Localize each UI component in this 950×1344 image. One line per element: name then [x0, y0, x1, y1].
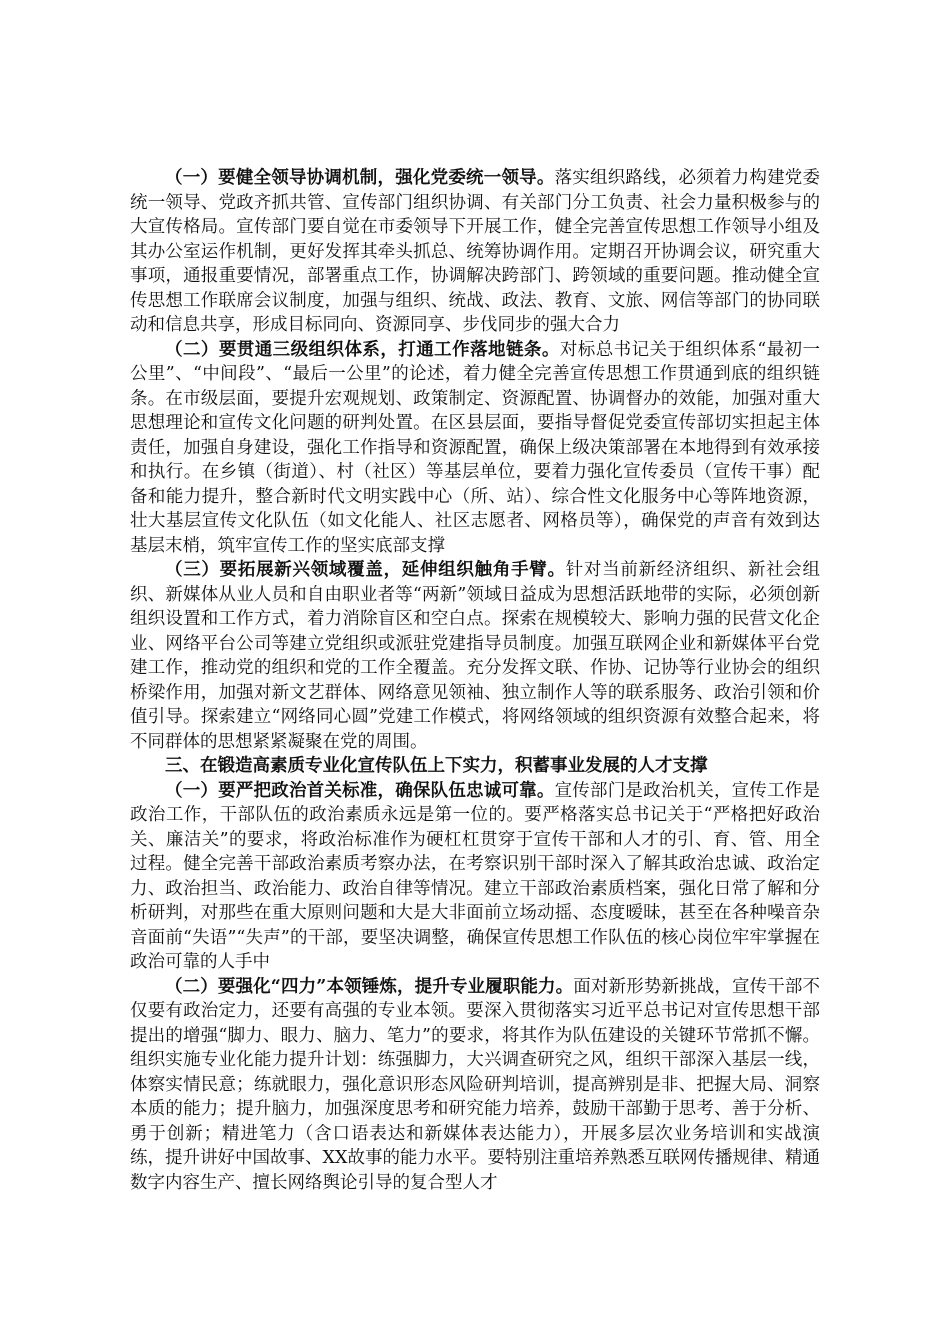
paragraph-emerging-fields [130, 558, 820, 754]
paragraph-body: 落实组织路线，必须着力构建党委统一领导、党政齐抓共管、宣传部门组织协调、有关部门分工负责、社会力量积极参与的大宣传格局。宣传部门要自觉在市委领导下开展工作，健全完善宣传思想工作领导小组及其办公室运作机制，更好发挥其牵头抓总、统筹协调作用。定期召开协调会议，研究重大事项，通报重要情况，部署重点工作，协调解决跨部门、跨领域的重要问题。推动健全宣传思想工作联席会议制度，加强与组织、统战、政法、教育、文旅、网信等部门的协同联动和信息共享，形成目标同向、资源同享、步伐同步的强大合力 [130, 168, 821, 335]
paragraph-lead: （一）要健全领导协调机制，强化党委统一领导。 [165, 168, 555, 188]
paragraph-body: 面对新形势新挑战，宣传干部不仅要有政治定力，还要有高强的专业本领。要深入贯彻落实习近平总书记对宣传思想干部提出的增强“脚力、眼力、脑力、笔力”的要求，将其作为队伍建设的关键环节常抓不懈。组织实施专业化能力提升计划：练强脚力，大兴调查研究之风，组织干部深入基层一线，体察实情民意；练就眼力，强化意识形态风险研判培训，提高辨别是非、把握大局、洞察本质的能力；提升脑力，加强深度思考和研究能力培养，鼓励干部勤于思考、善于分析、勇于创新；精进笔力（含口语表达和新媒体表达能力），开展多层次业务培训和实战演练，提升讲好中国故事、XX故事的能力水平。要特别注重培养熟悉互联网传播规律、精通数字内容生产、擅长网络舆论引导的复合型人才 [130, 976, 821, 1193]
paragraph-body: 宣传部门是政治机关，宣传工作是政治工作，干部队伍的政治素质永远是第一位的。要严格落实总书记关于“严格把好政治关、廉洁关”的要求，将政治标准作为硬杠杠贯穿于宣传干部和人才的引、育、管、用全过程。健全完善干部政治素质考察办法，在考察识别干部时深入了解其政治忠诚、政治定力、政治担当、政治能力、政治自律等情况。建立干部政治素质档案，强化日常了解和分析研判，对那些在重大原则问题和大是大非面前立场动摇、态度暧昧，甚至在各种噪音杂音面前“失语”“失声”的干部，要坚决调整，确保宣传思想工作队伍的核心岗位牢牢掌握在政治可靠的人手中 [130, 780, 821, 972]
document-page [130, 166, 820, 1195]
paragraph-body: 针对当前新经济组织、新社会组织、新媒体从业人员和自由职业者等“两新”领域日益成为思想活跃地带的实际，必须创新组织设置和工作方式，着力消除盲区和空白点。探索在规模较大、影响力强的民营文化企业、网络平台公司等建立党组织或派驻党建指导员制度。加强互联网企业和新媒体平台党建工作，推动党的组织和党的工作全覆盖。充分发挥文联、作协、记协等行业协会的组织桥梁作用，加强对新文艺群体、网络意见领袖、独立制作人等的联系服务、政治引领和价值引导。探索建立“网络同心圆”党建工作模式，将网络领域的组织资源有效整合起来，将不同群体的思想紧紧凝聚在党的周围。 [130, 560, 821, 752]
paragraph-body: 对标总书记关于组织体系“最初一公里”、“中间段”、“最后一公里”的论述，着力健全完善宣传思想工作贯通到底的组织链条。在市级层面，要提升宏观规划、政策制定、资源配置、协调督办的效能，加强对重大思想理论和宣传文化问题的研判处置。在区县层面，要指导督促党委宣传部切实担起主体责任，加强自身建设，强化工作指导和资源配置，确保上级决策部署在本地得到有效承接和执行。在乡镇（街道）、村（社区）等基层单位，要着力强化宣传委员（宣传干事）配备和能力提升，整合新时代文明实践中心（所、站）、综合性文化服务中心等阵地资源，壮大基层宣传文化队伍（如文化能人、社区志愿者、网格员等），确保党的声音有效到达基层末梢，筑牢宣传工作的坚实底部支撑 [130, 339, 820, 556]
section-heading: 三、在锻造高素质专业化宣传队伍上下实力，积蓄事业发展的人才支撑 [165, 756, 708, 776]
paragraph-political-standard [130, 779, 820, 975]
paragraph-three-level-organization [130, 338, 820, 559]
paragraph-lead: （三）要拓展新兴领域覆盖，延伸组织触角手臂。 [165, 560, 566, 580]
paragraph-lead: （一）要严把政治首关标准，确保队伍忠诚可靠。 [165, 780, 555, 801]
paragraph-four-abilities [130, 975, 820, 1196]
paragraph-lead: （二）要强化“四力”本领锤炼，提升专业履职能力。 [165, 976, 574, 997]
paragraph-lead: （二）要贯通三级组织体系，打通工作落地链条。 [165, 339, 560, 360]
paragraph-leadership-mechanism [130, 166, 820, 338]
